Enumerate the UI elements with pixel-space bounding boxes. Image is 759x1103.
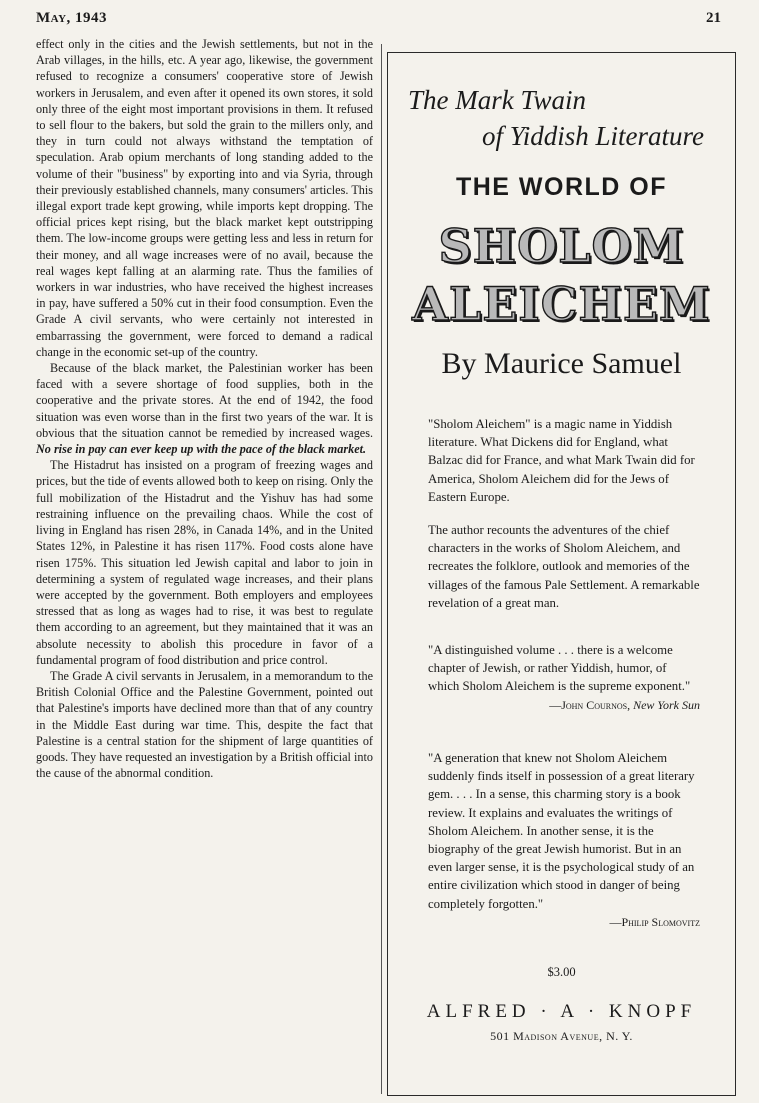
article-paragraph-2-text: Because of the black market, the Palestinian worker has been faced with a severe shortage of food supplies, both in the cooperative and the private stores. At the end of 1942, the food situation was even worse than in the first two years of the war. It is obvious that the situation cannot be remedied by increased wages.: [36, 361, 373, 440]
ad-title-line2: ALEICHEM: [412, 277, 711, 331]
ad-blurb-2: The author recounts the adventures of the chief characters in the works of Sholom Aleichem, and recreates the folklore, outlook and memories of the villages of the famous Pale Settlement. A remarkable revelation of a great man.: [428, 523, 700, 610]
ad-price: $3.00: [547, 965, 576, 979]
book-advertisement: [387, 52, 736, 1096]
ad-quote-1-text: "A distinguished volume . . . there is a welcome chapter of Jewish, or rather Yiddish, humor, of which Sholom Aleichem is the supreme exponent.": [428, 643, 691, 694]
ad-quote-1-author: —John Cournos,: [549, 697, 631, 712]
ad-author: By Maurice Samuel: [441, 347, 682, 380]
ad-quote-2: [428, 749, 700, 931]
column-divider: [381, 44, 382, 1094]
ad-blurb-1: "Sholom Aleichem" is a magic name in Yiddish literature. What Dickens did for England, what Balzac did for France, and what Mark Twain did for America, Sholom Aleichem did for the Jews of Eastern Europe.: [428, 417, 695, 504]
ad-publisher: ALFRED · A · KNOPF: [426, 1001, 697, 1022]
running-header: May, 1943: [36, 10, 108, 26]
page-number: 21: [706, 10, 721, 26]
ad-quote-1: [428, 641, 700, 714]
article-paragraph-3: The Histadrut has insisted on a program of freezing wages and prices, but the tide of events allowed both to keep on rising. Only the full mobilization of the Histadrut and the Yishuv has had some restraining influence on the prevailing chaos. While the cost of living in England has risen 28%, in Canada 14%, and in the United States 12%, in Palestine it has risen 117%. Food costs alone have risen 175%. This situation led Jewish capital and labor to join in determining a system of regulated wage increases, and their plans were accepted by the government. Both employers and employees stressed that as long as wages had to rise, it was best to regulate them according to an agreement, but they maintained that it was an absolute necessity to abolish this procedure in favor of a fundamental program of food distribution and price control.: [36, 458, 373, 667]
ad-tagline-line1: The Mark Twain: [408, 85, 587, 115]
article-emphasis: No rise in pay can ever keep up with the pace of the black market.: [36, 442, 367, 457]
ad-address: 501 Madison Avenue, N. Y.: [490, 1029, 633, 1043]
ad-quote-1-source: New York Sun: [633, 697, 700, 712]
article-paragraph-1: effect only in the cities and the Jewish settlements, but not in the Arab villages, in the hills, etc. A year ago, likewise, the government refused to recognize a consumers' cooperative store of Jewish workers in Jerusalem, and even after it opened its own stores, it sold only three of the eight most important provisions in them. It refused to sell flour to the bakers, but sold the grain to the millers only, and they in turn could not always withstand the temptation of speculation. Arab opium merchants of long standing added to the volume of their "business" by exporting into and via Syria, through their previously established channels, many consumers' articles. This illegal export trade kept growing, while imports kept dropping. The official prices kept rising, but the black market kept outstripping them. The low-income groups were getting less and less in return for their money, and all wage increases were of no avail, because the real wages kept falling at an alarming rate. Thus the families of workers in war industries, who have received the highest increases in pay, have suffered a 50% cut in their food consumption. Even the Grade A civil servants, who were certainly not interested in embarrassing the government, were forced to demand a radical change in the economic set-up of the country.: [36, 37, 373, 359]
article-paragraph-4: The Grade A civil servants in Jerusalem, in a memorandum to the British Colonial Office and the Palestine Government, pointed out that Palestine's imports have declined more than that of any country in the Middle East during war time. This, despite the fact that Palestine is a central station for the shipment of large quantities of goods. They have requested an investigation by a British official into the cause of the abnormal condition.: [36, 668, 373, 781]
ad-quote-2-author: —Philip Slomovitz: [609, 914, 700, 929]
article-column: [36, 36, 373, 781]
ad-quote-1-attribution: [428, 696, 700, 714]
ad-tagline-line2: of Yiddish Literature: [482, 121, 705, 151]
article-paragraph-2: [36, 360, 373, 457]
ad-quote-2-text: "A generation that knew not Sholom Aleichem suddenly finds itself in possession of a great literary gem. . . . In a sense, this charming story is a book review. It explains and evaluates the writings of Sholom Aleichem. In another sense, it is the biography of the great Jewish humorist. But in an even larger sense, it is the psychological study of an entire civilization which stood in danger of being completely forgotten.": [428, 751, 695, 911]
ad-kicker: THE WORLD OF: [455, 173, 668, 201]
ad-title-line1: SHOLOM: [438, 219, 685, 273]
